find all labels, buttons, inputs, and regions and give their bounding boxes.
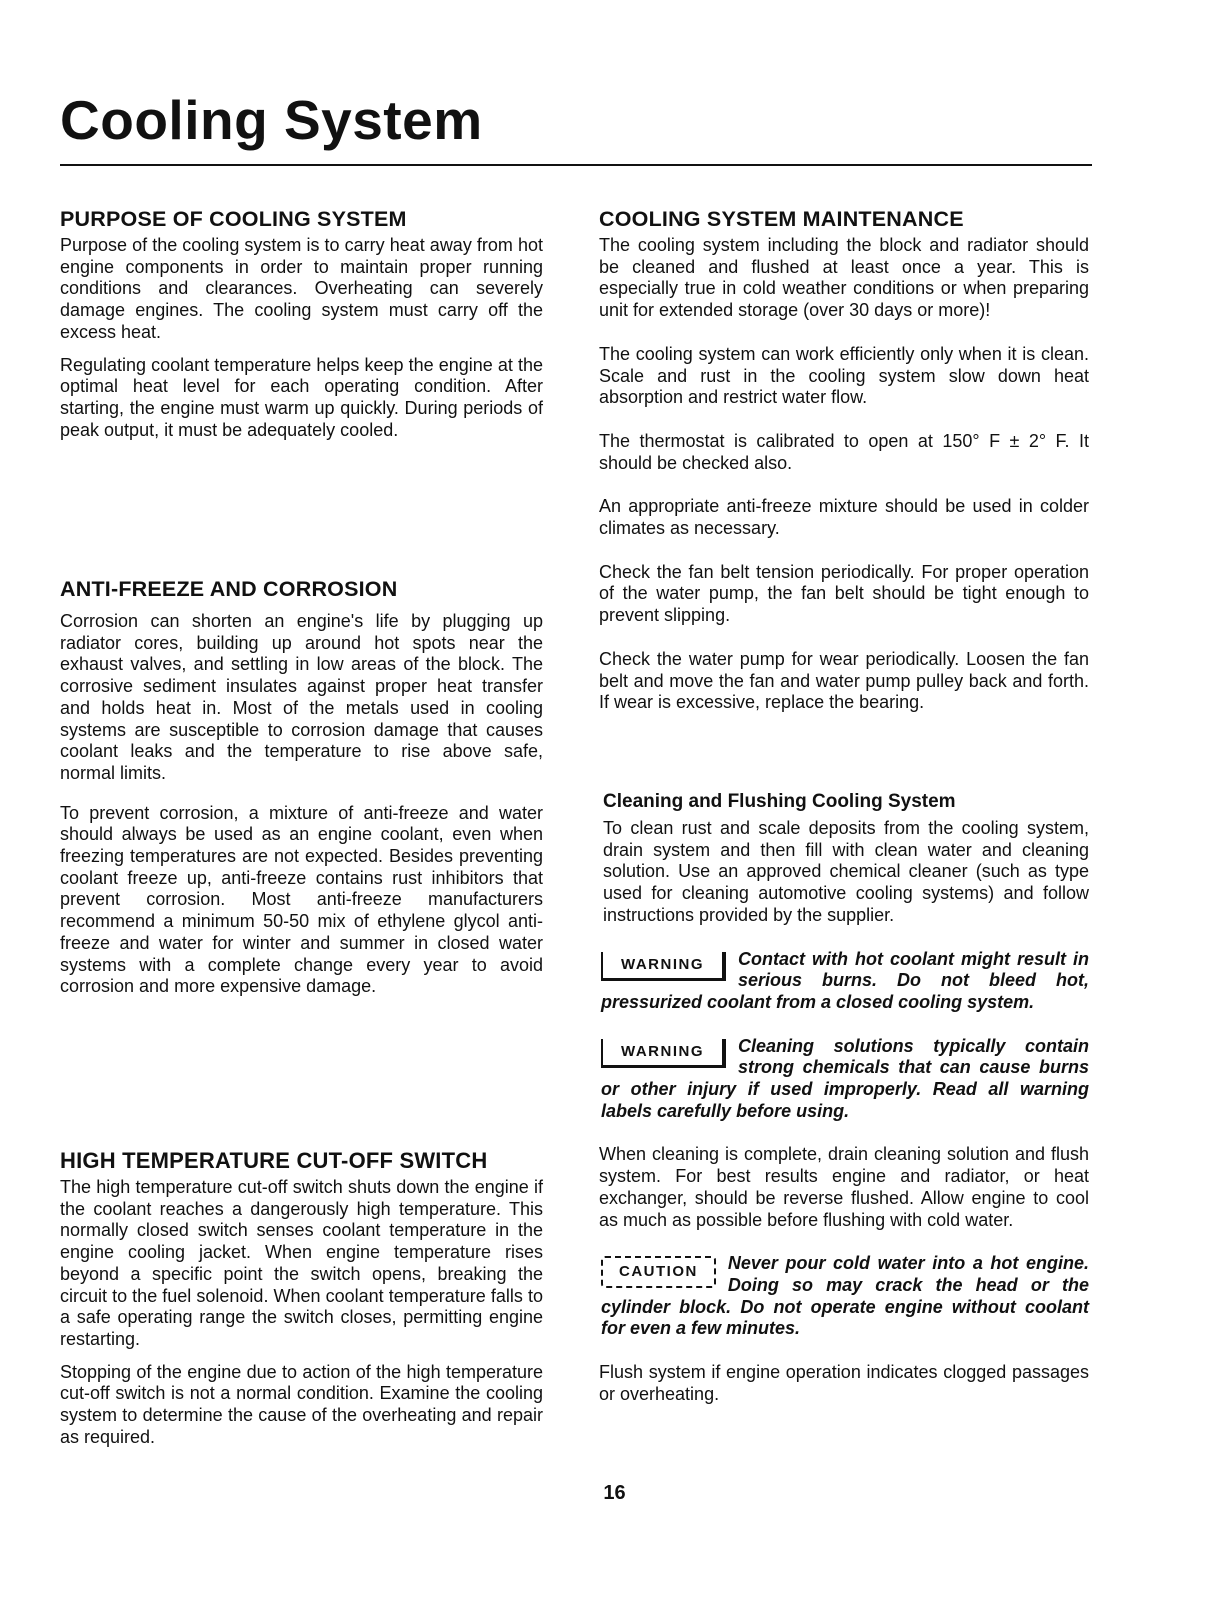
page-title: Cooling System — [60, 89, 483, 151]
section-purpose — [60, 206, 543, 452]
paragraph: To prevent corrosion, a mixture of anti-freeze and water should always be used as an engine coolant, even when freezing temperatures are not expected. Besides preventing coolant freeze up, anti-freeze contains rust inhibitors that prevent corrosion. Most anti-freeze manufacturers recommend a minimum 50-50 mix of ethylene glycol anti-freeze and water for winter and summer in closed water systems with a complete change every year to avoid corrosion and more expensive damage. — [60, 802, 543, 997]
paragraph: The thermostat is calibrated to open at 150° F ± 2° F. It should be checked also. — [599, 430, 1089, 473]
caution-text: Never pour cold water into a hot engine. Doing so may crack the head or the cylinder block. Do not operate engine without coolant for even a few minutes. — [601, 1253, 1089, 1339]
warning-badge: WARNING — [601, 952, 726, 981]
paragraph: Check the fan belt tension periodically. For proper operation of the water pump, the fan belt should be tight enough to prevent slipping. — [599, 561, 1089, 626]
paragraph: The high temperature cut-off switch shuts down the engine if the coolant reaches a dangerously high temperature. This normally closed switch senses coolant temperature in the engine cooling jacket. When engine temperature rises beyond a specific point the switch opens, breaking the circuit to the fuel solenoid. When coolant temperature falls to a safe operating range the switch closes, permitting engine restarting. — [60, 1177, 543, 1349]
paragraph: To clean rust and scale deposits from the cooling system, drain system and then fill with clean water and cleaning solution. Use an approved chemical cleaner (such as type used for cleaning automotive cooling systems) and follow instructions provided by the supplier. — [603, 818, 1089, 925]
paragraph: Stopping of the engine due to action of the high temperature cut-off switch is not a normal condition. Examine the cooling system to determine the cause of the overheating and repair as required. — [60, 1361, 543, 1447]
warning-text: Cleaning solutions typically contain strong chemicals that can cause burns or other injury if used improperly. Read all warning labels carefully before using. — [601, 1035, 1089, 1121]
warning-notice — [601, 949, 1089, 1014]
paragraph: Check the water pump for wear periodically. Loosen the fan belt and move the fan and water pump pulley back and forth. If wear is excessive, replace the bearing. — [599, 648, 1089, 713]
paragraph: Purpose of the cooling system is to carry heat away from hot engine components in order to maintain proper running conditions and clearances. Overheating can severely damage engines. The cooling system must carry off the excess heat. — [60, 235, 543, 342]
title-divider — [60, 164, 1092, 166]
paragraph: When cleaning is complete, drain cleaning solution and flush system. For best results engine and radiator, or heat exchanger, should be reverse flushed. Allow engine to cool as much as possible before flushing with cold water. — [599, 1144, 1089, 1230]
section-heading: HIGH TEMPERATURE CUT-OFF SWITCH — [60, 1148, 488, 1173]
section-antifreeze — [60, 576, 543, 1009]
section-heading: ANTI-FREEZE AND CORROSION — [60, 577, 398, 601]
section-maintenance — [599, 206, 1089, 725]
paragraph: The cooling system including the block and radiator should be cleaned and flushed at least once a year. This is especially true in cold weather conditions or when preparing unit for extended storage (over 30 days or more)! — [599, 235, 1089, 321]
section-cleaning-flushing — [599, 790, 1089, 1416]
paragraph: Flush system if engine operation indicates clogged passages or overheating. — [599, 1362, 1089, 1404]
warning-notice — [601, 1036, 1089, 1123]
section-heading: COOLING SYSTEM MAINTENANCE — [599, 207, 964, 231]
section-cutoff-switch — [60, 1148, 543, 1459]
paragraph: Regulating coolant temperature helps keep the engine at the optimal heat level for each operating condition. After starting, the engine must warm up quickly. During periods of peak output, it must be adequately cooled. — [60, 354, 543, 440]
warning-badge: WARNING — [601, 1039, 726, 1068]
paragraph: An appropriate anti-freeze mixture should be used in colder climates as necessary. — [599, 496, 1089, 539]
subsection-heading: Cleaning and Flushing Cooling System — [603, 791, 956, 812]
paragraph: The cooling system can work efficiently only when it is clean. Scale and rust in the cooling system slow down heat absorption and restrict water flow. — [599, 343, 1089, 408]
warning-text: Contact with hot coolant might result in serious burns. Do not bleed hot, pressurized coolant from a closed cooling system. — [601, 948, 1089, 1012]
paragraph: Corrosion can shorten an engine's life by plugging up radiator cores, building up around hot spots near the exhaust valves, and settling in low areas of the block. The corrosive sediment insulates against proper heat transfer and holds heat in. Most of the metals used in cooling systems are susceptible to corrosion damage that causes coolant leaks and the temperature to rise above safe, normal limits. — [60, 611, 543, 783]
section-heading: PURPOSE OF COOLING SYSTEM — [60, 207, 407, 231]
caution-badge: CAUTION — [601, 1256, 716, 1288]
caution-notice — [601, 1253, 1089, 1340]
page-number: 16 — [603, 1482, 626, 1504]
